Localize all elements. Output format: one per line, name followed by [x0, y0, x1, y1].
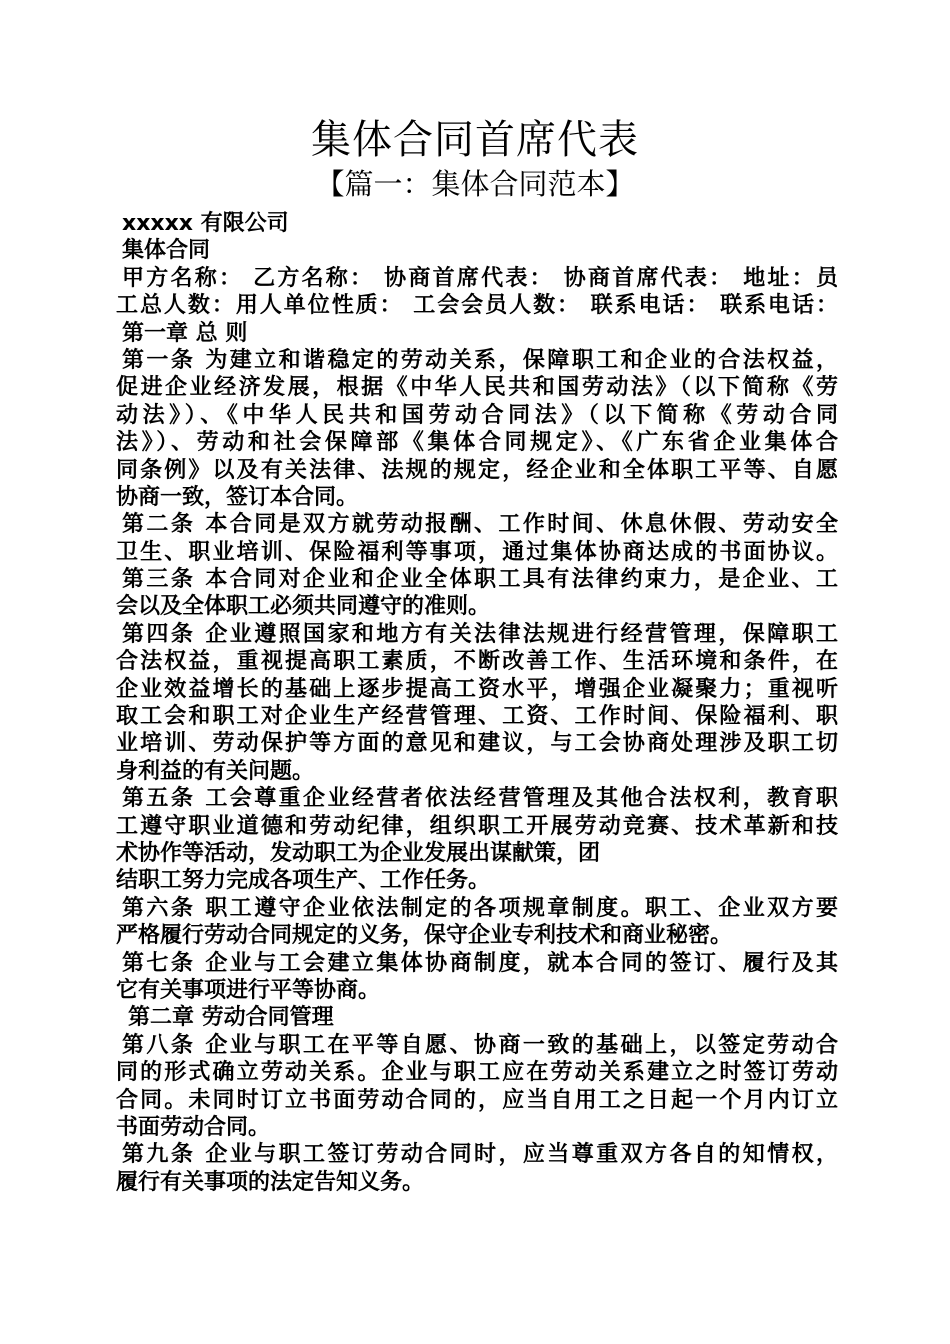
document-subtitle: 【篇一：集体合同范本】 [315, 167, 635, 201]
article-line: 术协作等活动，发动职工为企业发展出谋献策，团 [116, 840, 601, 866]
article-line: 第五条 工会尊重企业经营者依法经营管理及其他合法权利，教育职 [122, 786, 838, 812]
article-line: 第三条 本合同对企业和企业全体职工具有法律约束力，是企业、工 [122, 567, 838, 593]
chapter-heading: 第二章 劳动合同管理 [128, 1005, 334, 1031]
article-line: 履行有关事项的法定告知义务。 [116, 1169, 425, 1195]
article-line: 身利益的有关问题。 [116, 758, 315, 784]
article-line: 第七条 企业与工会建立集体协商制度，就本合同的签订、履行及其 [122, 950, 838, 976]
article-line: 第四条 企业遵照国家和地方有关法律法规进行经营管理，保障职工 [122, 621, 838, 647]
article-line: 严格履行劳动合同规定的义务，保守企业专利技术和商业秘密。 [116, 923, 733, 949]
article-line: 同的形式确立劳动关系。企业与职工应在劳动关系建立之时签订劳动 [116, 1060, 838, 1086]
article-line: 第九条 企业与职工签订劳动合同时，应当尊重双方各自的知情权， [122, 1142, 838, 1168]
article-line: 取工会和职工对企业生产经营管理、工资、工作时间、保险福利、职 [116, 704, 838, 730]
article-line: 动法》）、《中华人民共和国劳动合同法》（以下简称《劳动合同 [116, 402, 838, 428]
article-line: 会以及全体职工必须共同遵守的准则。 [116, 594, 491, 620]
article-line: 业培训、劳动保护等方面的意见和建议，与工会协商处理涉及职工切 [116, 731, 838, 757]
article-line: 书面劳动合同。 [116, 1114, 271, 1140]
document-body [116, 210, 838, 1196]
article-line: 合法权益，重视提高职工素质，不断改善工作、生活环境和条件，在 [116, 649, 838, 675]
article-line: 同条例》以及有关法律、法规的规定，经企业和全体职工平等、自愿 [116, 457, 838, 483]
company-name-line: xxxxx 有限公司 [122, 211, 289, 236]
article-line: 企业效益增长的基础上逐步提高工资水平，增强企业凝聚力；重视听 [116, 676, 838, 702]
document-title: 集体合同首席代表 [311, 117, 639, 163]
article-line: 第六条 职工遵守企业依法制定的各项规章制度。职工、企业双方要 [122, 895, 838, 921]
article-line: 协商一致，签订本合同。 [116, 484, 359, 510]
article-line: 第一条 为建立和谐稳定的劳动关系，保障职工和企业的合法权益， [122, 347, 838, 373]
article-line: 它有关事项进行平等协商。 [116, 977, 381, 1003]
article-line: 促进企业经济发展，根据《中华人民共和国劳动法》（以下简称《劳 [116, 375, 838, 401]
article-line: 结职工努力完成各项生产、工作任务。 [116, 868, 491, 894]
article-line: 法》）、劳动和社会保障部《集体合同规定》、《广东省企业集体合 [116, 430, 838, 456]
article-line: 第八条 企业与职工在平等自愿、协商一致的基础上，以签定劳动合 [122, 1032, 838, 1058]
party-info-line: 甲方名称： 乙方名称： 协商首席代表： 协商首席代表： 地址：员 [122, 265, 838, 291]
contract-heading-line: 集体合同 [122, 238, 211, 264]
party-info-line: 工总人数：用人单位性质： 工会会员人数： 联系电话： 联系电话： [116, 293, 838, 319]
article-line: 合同。未同时订立书面劳动合同的，应当自用工之日起一个月内订立 [116, 1087, 838, 1113]
article-line: 工遵守职业道德和劳动纪律，组织职工开展劳动竞赛、技术革新和技 [116, 813, 838, 839]
chapter-heading: 第一章 总 则 [122, 320, 248, 346]
article-line: 第二条 本合同是双方就劳动报酬、工作时间、休息休假、劳动安全 [122, 512, 838, 538]
article-line: 卫生、职业培训、保险福利等事项，通过集体协商达成的书面协议。 [116, 539, 838, 565]
